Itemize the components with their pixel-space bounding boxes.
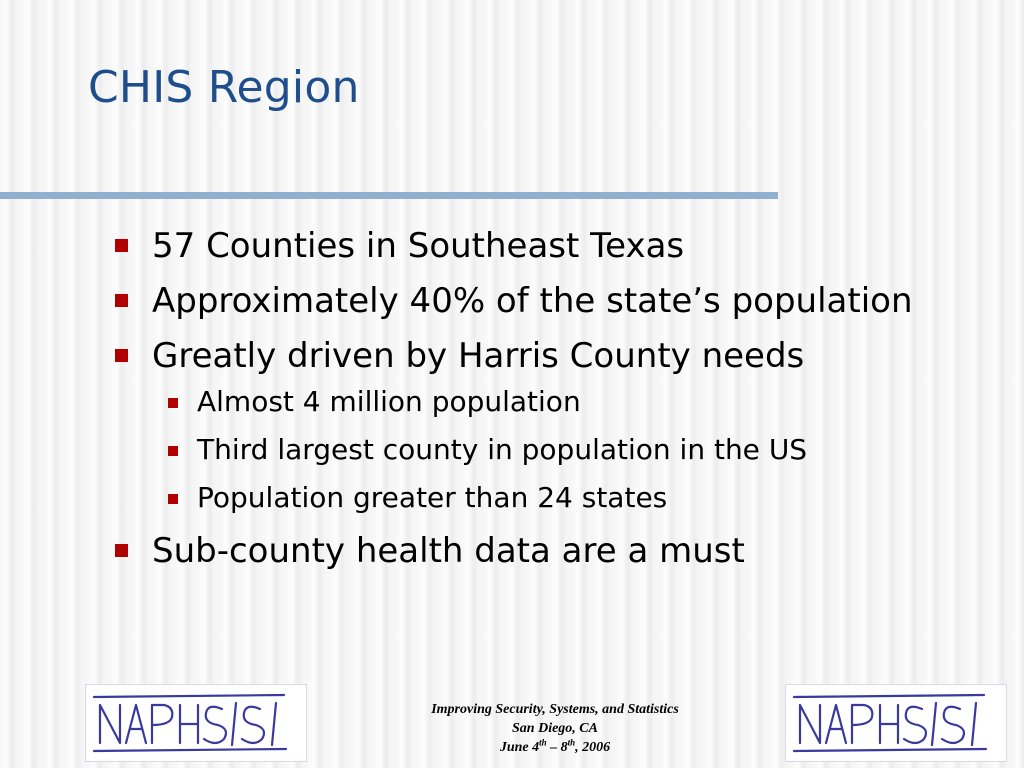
bullet-item xyxy=(113,332,993,380)
footer-line-3 xyxy=(330,738,780,757)
footer-date-sup-2: th xyxy=(567,737,576,748)
naphsis-logo-icon xyxy=(86,685,306,761)
sub-bullet-square-icon xyxy=(168,398,178,408)
sub-bullet-list xyxy=(165,383,993,517)
bullet-item xyxy=(113,527,993,575)
bullet-text: 57 Counties in Southeast Texas xyxy=(152,226,685,266)
naphsis-logo-icon xyxy=(786,685,1006,761)
sub-bullet-item xyxy=(165,479,993,517)
bullet-item xyxy=(113,277,993,325)
footer-line-2: San Diego, CA xyxy=(512,721,598,736)
sub-bullet-text: Population greater than 24 states xyxy=(197,481,668,514)
sub-bullet-item xyxy=(165,383,993,421)
footer-date-year: , 2006 xyxy=(575,740,611,755)
sub-bullet-square-icon xyxy=(168,446,178,456)
footer-text xyxy=(330,700,780,757)
bullet-text: Greatly driven by Harris County needs xyxy=(152,336,805,376)
sub-bullet-item xyxy=(165,431,993,469)
bullet-item xyxy=(113,222,993,270)
bullet-square-icon xyxy=(115,239,128,252)
bullet-square-icon xyxy=(115,349,128,362)
sub-bullet-text: Almost 4 million population xyxy=(197,385,581,418)
slide-title: CHIS Region xyxy=(88,62,360,113)
footer-date-mid: – 8 xyxy=(546,740,568,755)
sub-bullet-text: Third largest county in population in the US xyxy=(197,433,808,466)
bullet-text: Sub-county health data are a must xyxy=(152,531,745,571)
bullet-text: Approximately 40% of the state’s population xyxy=(152,281,913,321)
sub-bullet-square-icon xyxy=(168,494,178,504)
footer-date-sup-1: th xyxy=(539,737,547,748)
bullet-square-icon xyxy=(115,544,128,557)
naphsis-logo-left xyxy=(85,684,307,762)
bullet-list xyxy=(113,222,993,582)
footer-line-1: Improving Security, Systems, and Statistics xyxy=(431,702,679,717)
title-divider xyxy=(0,192,778,199)
bullet-square-icon xyxy=(115,294,128,307)
naphsis-logo-right xyxy=(785,684,1007,762)
footer-date-start: June 4 xyxy=(499,740,540,755)
